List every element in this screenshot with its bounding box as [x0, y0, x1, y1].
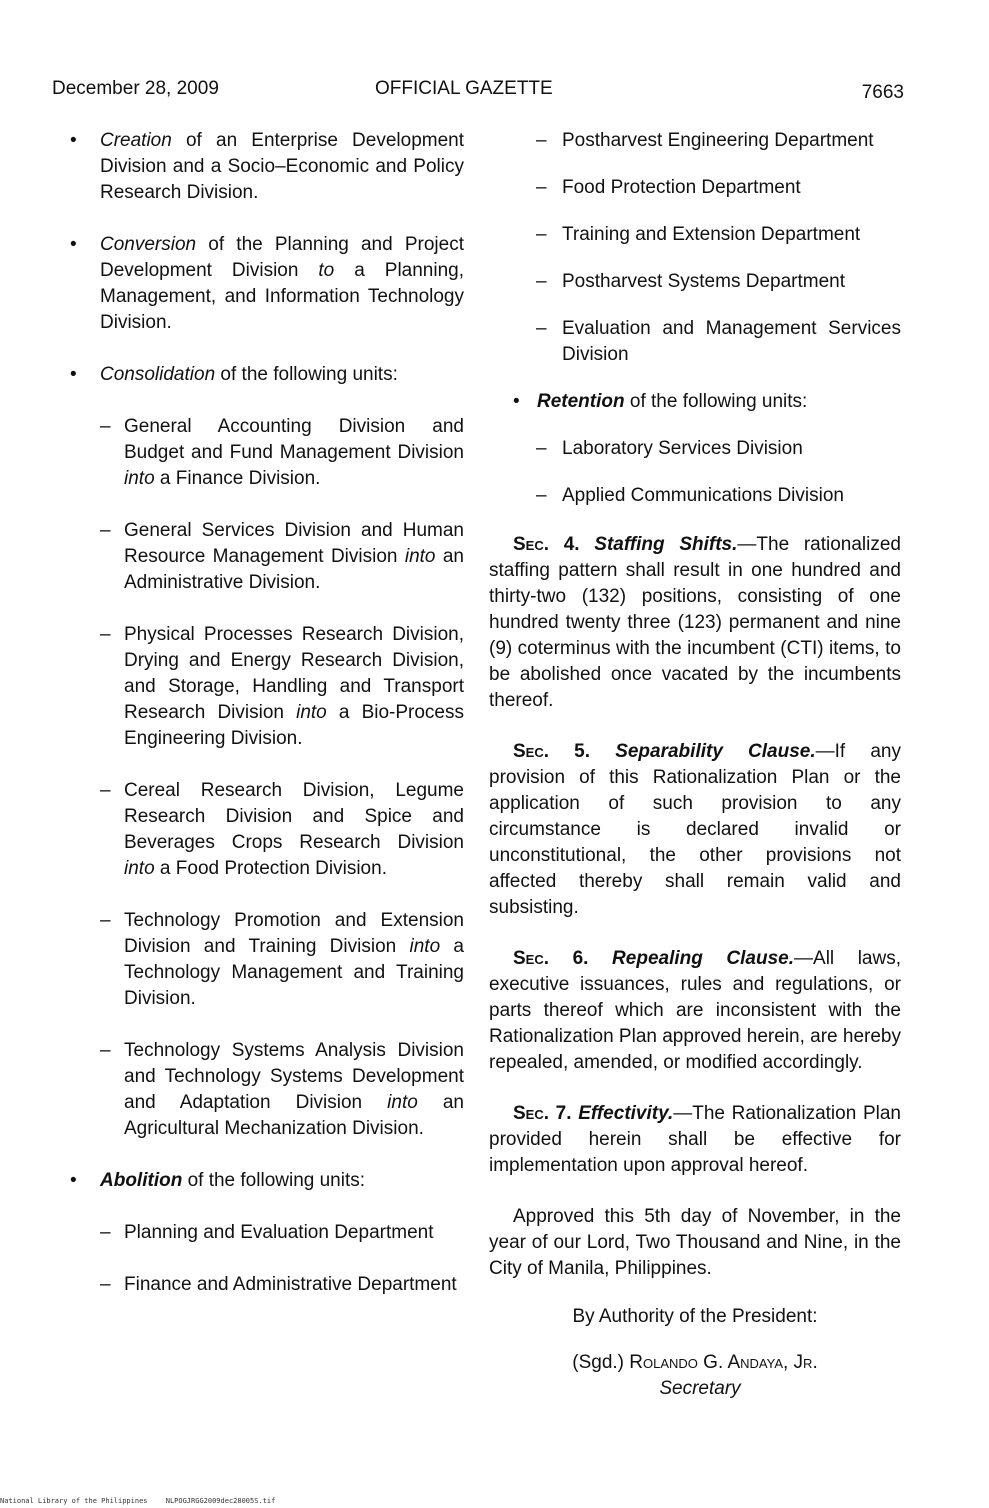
item-text: Technology Systems Analysis Division and Technology Systems Development and Adaptation Division — [124, 1040, 464, 1113]
signed-mark: (Sgd.) — [572, 1352, 630, 1373]
bullet-conversion-keyword: Conversion — [100, 234, 197, 255]
abolished-unit: – Planning and Evaluation Department — [62, 1220, 464, 1246]
section-6 — [489, 946, 901, 1076]
section-title: Staffing Shifts. — [594, 534, 738, 555]
section-text: —If any provision of this Rationalization Plan or the application of such provision to any circumstance is declared invalid or unconstitutional, the other provisions not affected thereby shall remain valid and subsisting. — [489, 741, 901, 918]
item-text: Physical Processes Research Division, Drying and Energy Research Division, and Storage, Handling and Transport Research Division — [124, 624, 464, 723]
into-word: into — [124, 858, 155, 879]
bullet-retention-keyword: Retention — [537, 391, 625, 412]
section-label: Sec. 5. — [513, 741, 591, 762]
retained-unit: – Laboratory Services Division — [489, 436, 901, 462]
bullet-abolition-text: of the following units: — [182, 1170, 366, 1191]
section-title: Separability Clause. — [615, 741, 816, 762]
retained-unit: – Applied Communications Division — [489, 483, 901, 509]
section-7 — [489, 1101, 901, 1179]
bullet-conversion — [62, 232, 464, 336]
item-result: an Administrative Division. — [124, 546, 464, 593]
section-title: Repealing Clause. — [612, 948, 795, 969]
signer-name: Rolando G. Andaya, Jr. — [629, 1352, 818, 1373]
abolished-unit: – Training and Extension Department — [489, 222, 901, 248]
left-column — [62, 128, 464, 1324]
bullet-retention-text: of the following units: — [624, 391, 808, 412]
into-word: into — [387, 1092, 418, 1113]
section-label: Sec. 4. — [513, 534, 580, 555]
consolidation-item — [62, 414, 464, 492]
item-result: a Technology Management and Training Division. — [124, 936, 464, 1009]
item-text: General Accounting Division and Budget and Fund Management Division — [124, 416, 464, 463]
bullet-conversion-rest: a Planning, Management, and Information Technology Division. — [100, 260, 464, 333]
bullet-retention — [489, 389, 901, 415]
signer-position: Secretary — [659, 1378, 741, 1399]
section-5 — [489, 739, 901, 921]
signature-block — [489, 1350, 901, 1376]
abolished-unit: – Postharvest Engineering Department — [489, 128, 901, 154]
bullet-abolition — [62, 1168, 464, 1194]
bullet-consolidation — [62, 362, 464, 388]
section-text: —The rationalized staffing pattern shall result in one hundred and thirty-two (132) positions, consisting of one hundred twenty three (123) permanent and nine (9) coterminus with the incumbent (CTI) items, to be abolished once vacated by the incumbents thereof. — [489, 534, 901, 711]
authority-line: By Authority of the President: — [572, 1306, 818, 1327]
item-result: a Finance Division. — [154, 468, 321, 489]
right-column — [489, 128, 901, 1402]
approval-statement: Approved this 5th day of November, in the year of our Lord, Two Thousand and Nine, in the City of Manila, Philippines. — [489, 1206, 901, 1279]
abolished-unit: – Evaluation and Management Services Division — [489, 316, 901, 368]
abolished-unit: – Postharvest Systems Department — [489, 269, 901, 295]
section-text: —All laws, executive issuances, rules and regulations, or parts thereof which are inconsistent with the Rationalization Plan approved herein, are hereby repealed, amended, or modified accordingly. — [489, 948, 902, 1073]
section-title: Effectivity. — [578, 1103, 674, 1124]
item-result: a Bio-Process Engineering Division. — [124, 702, 464, 749]
item-result: an Agricultural Mechanization Division. — [124, 1092, 464, 1139]
section-label: Sec. 6. — [513, 948, 589, 969]
item-result: a Food Protection Division. — [154, 858, 387, 879]
section-4 — [489, 532, 901, 714]
into-word: into — [124, 468, 155, 489]
library-credit: National Library of the Philippines — [0, 1497, 148, 1505]
abolished-unit: – Food Protection Department — [489, 175, 901, 201]
bullet-creation-keyword: Creation — [100, 130, 172, 151]
bullet-consolidation-text: of the following units: — [215, 364, 398, 385]
bullet-consolidation-keyword: Consolidation — [100, 364, 216, 385]
bullet-abolition-keyword: Abolition — [100, 1170, 183, 1191]
bullet-conversion-to: to — [318, 260, 335, 281]
bullet-creation — [62, 128, 464, 206]
issue-date: December 28, 2009 — [52, 78, 219, 99]
scan-footer — [0, 1497, 289, 1505]
item-text: Technology Promotion and Extension Division and Training Division — [124, 910, 464, 957]
bullet-creation-text: of an Enterprise Development Division and a Socio–Economic and Policy Research Division. — [100, 130, 464, 203]
item-text: Cereal Research Division, Legume Research Division and Spice and Beverages Crops Research Division — [124, 780, 464, 853]
into-word: into — [409, 936, 441, 957]
consolidation-item — [62, 622, 464, 752]
page-header — [52, 78, 904, 106]
scan-filename: NLPOGJRGG2009dec28005S.tif — [165, 1497, 276, 1505]
page-number: 7663 — [861, 82, 904, 103]
consolidation-item — [62, 778, 464, 882]
section-label: Sec. 7. — [513, 1103, 572, 1124]
publication-title: OFFICIAL GAZETTE — [375, 78, 553, 99]
into-word: into — [296, 702, 327, 723]
consolidation-item — [62, 1038, 464, 1142]
bullet-conversion-text: of the Planning and Project Development Division — [100, 234, 464, 281]
item-text: General Services Division and Human Resource Management Division — [124, 520, 464, 567]
into-word: into — [404, 546, 436, 567]
section-text: —The Rationalization Plan provided herein shall be effective for implementation upon approval hereof. — [489, 1103, 901, 1176]
consolidation-item — [62, 518, 464, 596]
consolidation-item — [62, 908, 464, 1012]
abolished-unit: – Finance and Administrative Department — [62, 1272, 464, 1298]
